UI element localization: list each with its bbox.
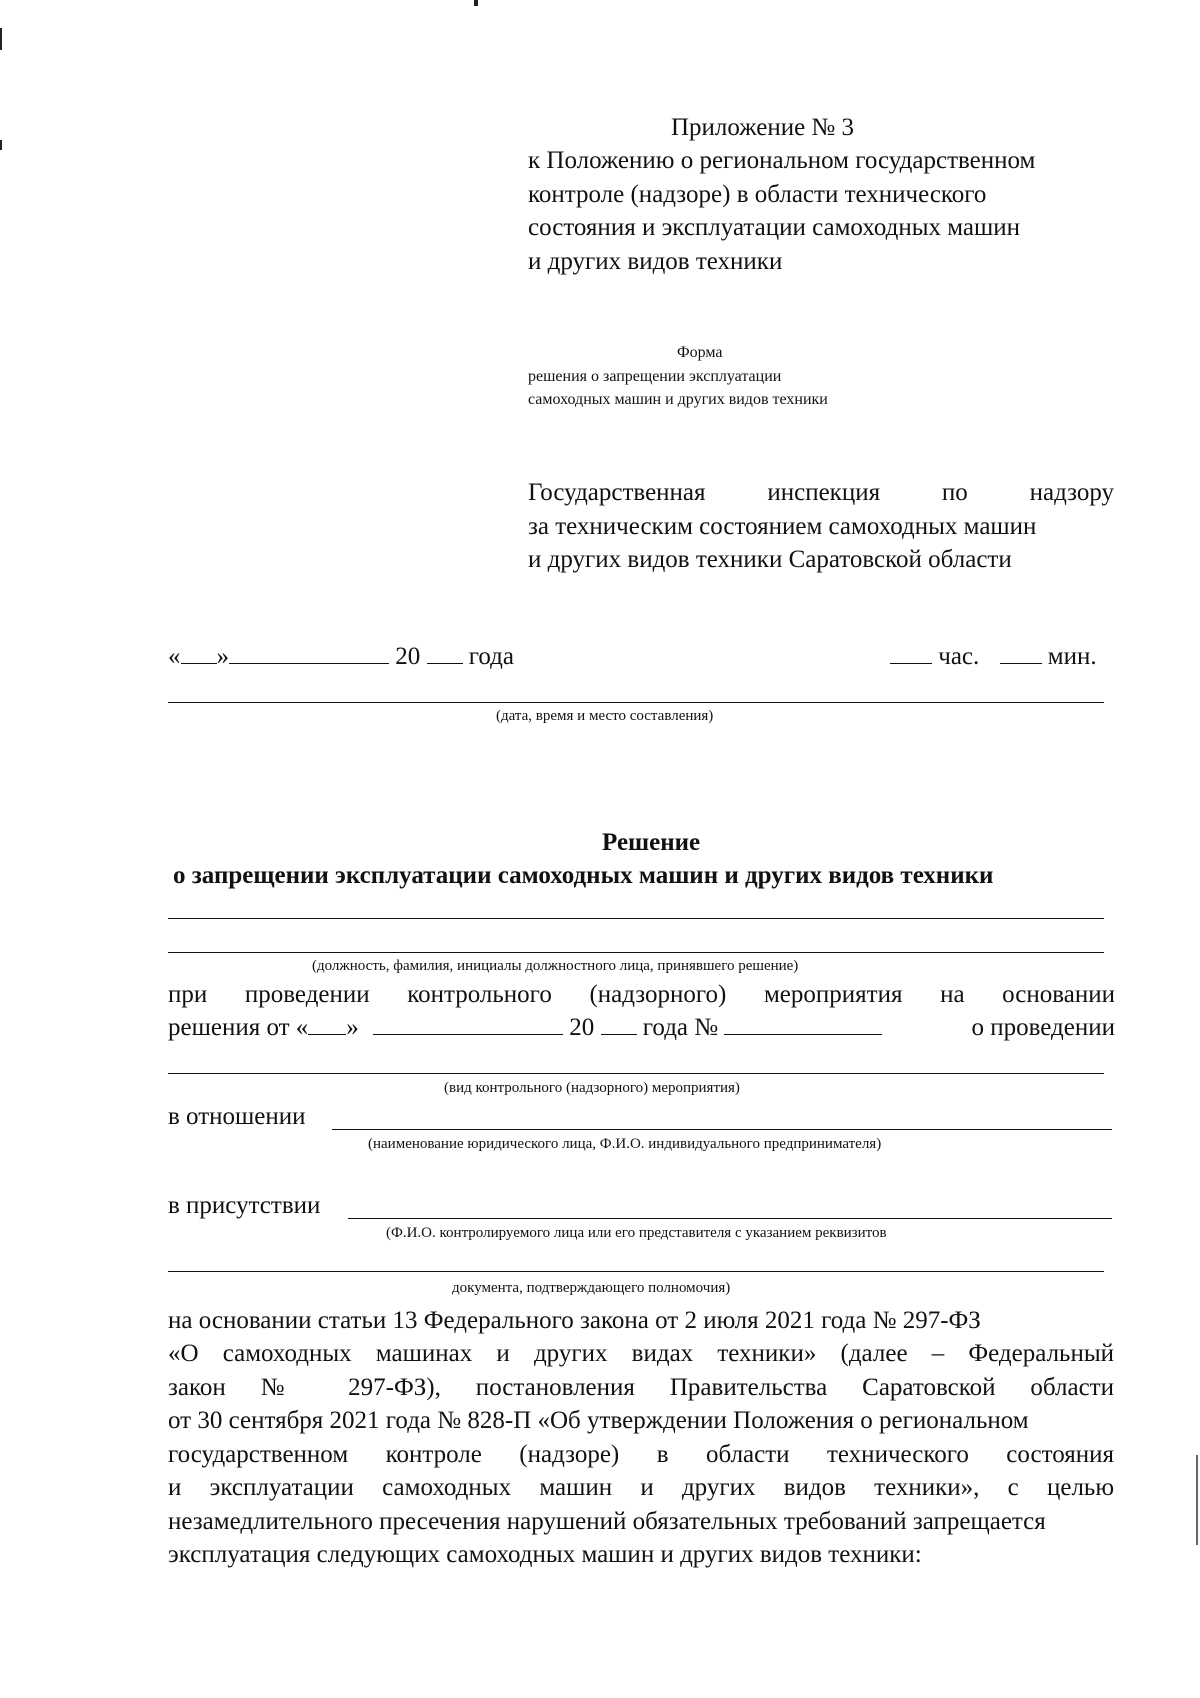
regarding-line[interactable] [332,1129,1112,1130]
scan-mark-left-2 [0,140,2,150]
decision-subtitle: о запрещении эксплуатации самоходных машин и других видов техники [173,862,994,889]
scan-mark-right [1196,1455,1198,1545]
basis-quote-close: » [346,1014,359,1041]
minutes-blank[interactable] [1000,641,1042,664]
body-line-8: эксплуатация следующих самоходных машин и других видов техники: [168,1541,922,1568]
date-caption: (дата, время и место составления) [496,708,714,724]
official-caption: (должность, фамилия, инициалы должностного лица, принявшего решение) [312,958,799,974]
date-year-word: года [468,643,514,670]
presence-line[interactable] [348,1218,1112,1219]
appendix-line-2: контроле (надзоре) в области технического [528,181,987,208]
body-line-2: «О самоходных машинах и других видах техники» (далее – Федеральный [168,1340,1114,1367]
event-line[interactable] [168,1073,1104,1074]
basis-decision-prefix: решения от « [168,1014,309,1041]
body-line-4: от 30 сентября 2021 года № 828-П «Об утверждении Положения о региональном [168,1407,1029,1434]
date-century: 20 [395,643,421,670]
day-blank[interactable] [181,641,217,664]
body-line-7: незамедлительного пресечения нарушений обязательных требований запрещается [168,1508,1046,1535]
presence-line-2[interactable] [168,1271,1104,1272]
month-blank[interactable] [229,641,389,664]
appendix-line-4: и других видов техники [528,248,783,275]
presence-label: в присутствии [168,1192,321,1219]
form-note-line-1: решения о запрещении эксплуатации [528,368,782,385]
scan-mark-top [474,0,478,6]
inspection-line-3: и других видов техники Саратовской области [528,546,1012,573]
body-line-1: на основании статьи 13 Федерального закона от 2 июля 2021 года № 297-ФЗ [168,1307,981,1334]
date-open-quote: « [168,643,181,670]
presence-caption-2: документа, подтверждающего полномочия) [452,1280,731,1296]
presence-caption-1: (Ф.И.О. контролируемого лица или его представителя с указанием реквизитов [386,1225,887,1241]
inspection-line-2: за техническим состоянием самоходных машин [528,513,1037,540]
event-caption: (вид контрольного (надзорного) мероприятия) [444,1080,740,1096]
minutes-word: мин. [1047,643,1097,670]
basis-year-word: года № [642,1014,719,1041]
appendix-line-3: состояния и эксплуатации самоходных машин [528,214,1021,241]
basis-year-blank[interactable] [601,1012,637,1035]
regarding-caption: (наименование юридического лица, Ф.И.О. индивидуального предпринимателя) [368,1136,882,1152]
basis-day-blank[interactable] [308,1012,346,1035]
basis-century: 20 [569,1014,595,1041]
basis-line-1: при проведении контрольного (надзорного) мероприятия на основании [168,981,1115,1008]
body-line-3: закон № 297-ФЗ), постановления Правительства Саратовской области [168,1374,1114,1401]
form-note-line-2: самоходных машин и других видов техники [528,391,828,408]
appendix-title: Приложение № 3 [671,114,855,141]
body-line-5: государственном контроле (надзоре) в области технического состояния [168,1441,1114,1468]
form-note-title: Форма [677,344,723,361]
regarding-label: в отношении [168,1103,306,1130]
scan-mark-left [0,28,2,50]
hours-word: час. [938,643,980,670]
time-field[interactable] [890,641,1097,673]
year-blank[interactable] [427,641,463,664]
decision-title: Решение [602,829,701,856]
official-line-1[interactable] [168,918,1104,919]
official-line-2[interactable] [168,952,1104,953]
basis-about: о проведении [971,1014,1115,1041]
date-field[interactable] [168,641,514,673]
appendix-line-1: к Положению о региональном государственном [528,147,1036,174]
inspection-line-1: Государственная инспекция по надзору [528,479,1114,506]
place-line[interactable] [168,702,1104,703]
basis-month-blank[interactable] [373,1012,563,1035]
date-close-quote: » [216,643,229,670]
basis-line-2 [168,1012,1115,1044]
body-line-6: и эксплуатации самоходных машин и других видов техники», с целью [168,1474,1114,1501]
basis-number-blank[interactable] [724,1012,882,1035]
hours-blank[interactable] [890,641,932,664]
